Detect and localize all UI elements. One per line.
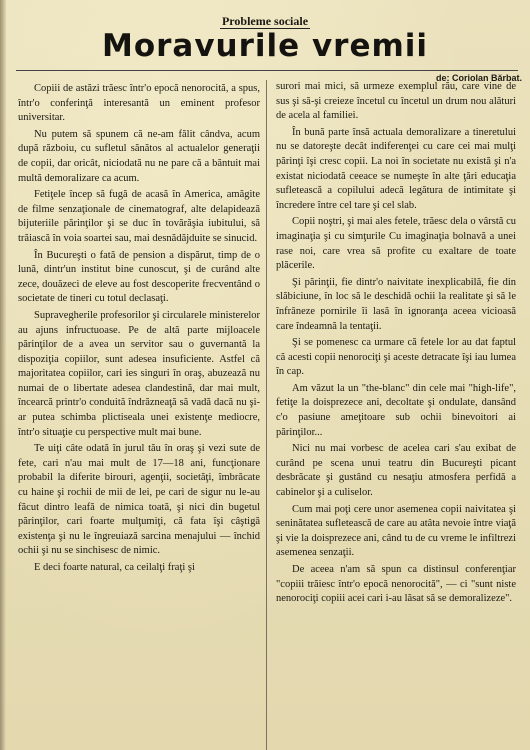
paragraph: Te uiţi câte odată în jurul tău în oraş şi vezi sute de fete, cari n'au mai mult de 17—18 ani, funcţionare probabil la diferite birouri, agenţii, societăţi, îmbrăcate cu haine şi rochii de mii de lei, pe cari de sigur nu le-au făcut dintro leafă de nimica toată, şi nici din bugetul părinţilor, cari foarte mulţumiţi, că fata îşi câştigă existenţa şi nu le îngreuiază sarcina menajului — închid ochii şi nu se sinchisesc de nimic.	[18, 443, 260, 557]
paragraph: Nici nu mai vorbesc de acelea cari s'au exibat de curând pe scena unui teatru din Bucureşti picant desbrăcate şi gustând cu nesaţiu atmosfera perfidă a cabinelor şi a culiselor.	[276, 443, 516, 499]
paragraph: De aceea n'am să spun ca distinsul conferenţiar "copiii trăiesc într'o epocă nenorocită", — ci "sunt niste nenorociţi copiii acei cari i-au lăsat să se demoralizeze".	[276, 564, 516, 605]
paragraph: În bună parte însă actuala demoralizare a tineretului nu se datoreşte decât indiferenţei cu care cei mai mulţi părinţi îşi cresc copii. La noi în societate nu există şi n'a existat niciodată ceeace se numeşte în alte ţări educaţia sufletească a copilului adecă legătura de intimitate şi încredere între cel tare şi cel slab.	[276, 126, 516, 211]
article-title: Moravurile vremii	[101, 28, 429, 64]
paragraph: Fetiţele încep să fugă de acasă în America, amăgite de filme senzaţionale de cinematograf, alte delapidează bijuteriile părinţilor şi se duc în tovărăşia iubitului, să trăiască în voia soartei sau, mai desnădăjduite se sinucid.	[18, 189, 260, 244]
paragraph: În Bucureşti o fată de pension a dispărut, timp de o lună, dintr'un institut bine cunoscut, şi de curând alte zece, douăzeci de eleve au fost descoperite frecventând o societate de tineri cu totul declasaţi.	[18, 249, 260, 305]
kicker-text: Probleme sociale	[221, 14, 309, 28]
paragraph: Am văzut la un "the-blanc" din cele mai "high-life", fetiţe la doisprezece ani, decoltate şi ondulate, dansând c'o pasiune ameţitoare sub ochii binevoitori ai părinţilor...	[276, 382, 516, 438]
section-kicker	[0, 14, 530, 29]
paragraph: Copiii de astăzi trăesc într'o epocă nenorocită, a spus, într'o conferinţă interesantă un eminent profesor universitar.	[18, 83, 260, 124]
paragraph: Şi se pomenesc ca urmare că fetele lor au dat faptul că acesti copii nenorociţi şi aceste detracate îşi iau lumea în cap.	[276, 337, 516, 378]
column-divider	[266, 80, 267, 750]
page-edge-shadow	[0, 0, 6, 750]
left-column	[18, 82, 260, 578]
paragraph: Cum mai poţi cere unor asemenea copii naivitatea şi seninătatea sufletească de care au atâta nevoie între viaţă şi vie la doisprezece ani, când tu de cu vreme le infiltrezi asemenea senzaţii.	[276, 503, 516, 559]
title-rule	[16, 70, 518, 71]
paragraph: Şi părinţii, fie dintr'o naivitate inexplicabilă, fie din slăbiciune, în loc să le deschidă ochii la realitate şi să le înfrâneze pornirile îi lasă în ignoranţa aceea vicioasă care îndeamnă la tentaţii.	[276, 276, 516, 332]
byline: de: Coriolan Bărbat.	[435, 73, 522, 83]
paragraph: E deci foarte natural, ca ceilalţi fraţi şi	[34, 562, 195, 573]
right-column	[276, 80, 516, 609]
paragraph: Copii noştri, şi mai ales fetele, trăesc dela o vârstă cu imaginaţia şi cu simţurile Cu imaginaţia bolnavă a unei rase noi, care vrea să profite cu exaltare de toate plăcerile.	[276, 216, 516, 272]
paragraph: surori mai mici, să urmeze exemplul rău, care vine de sus şi să-şi creieze încetul cu încetul un drum nou alături de acela al familiei.	[276, 81, 516, 122]
paragraph: Supravegherile profesorilor şi circularele ministerelor au ajuns infructuoase. Pe de altă parte mijloacele părinţilor de a avea un servitor sau o guvernantă la dispoziţia copiilor, sunt adesea insuficiente. Astfel că majoritatea copiilor, cari ies singuri în oraş, abuzează nu numai de o libertate adesea clandestină, dar mai mult, încearcă printr'o conduită îndrăzneaţă să vadă dacă nu şi-ar putea schimba plictiseala unei existenţe mediocre, într'o situaţie cu perspective mult mai bune.	[18, 309, 260, 438]
paragraph: Nu putem să spunem că ne-am fălit cândva, acum după războiu, cu sufletul sănătos al actualelor generaţii de copii, dar oricât, niciodată nu ne pare că a băntuit mai multă demoralizare ca acum.	[18, 128, 260, 184]
